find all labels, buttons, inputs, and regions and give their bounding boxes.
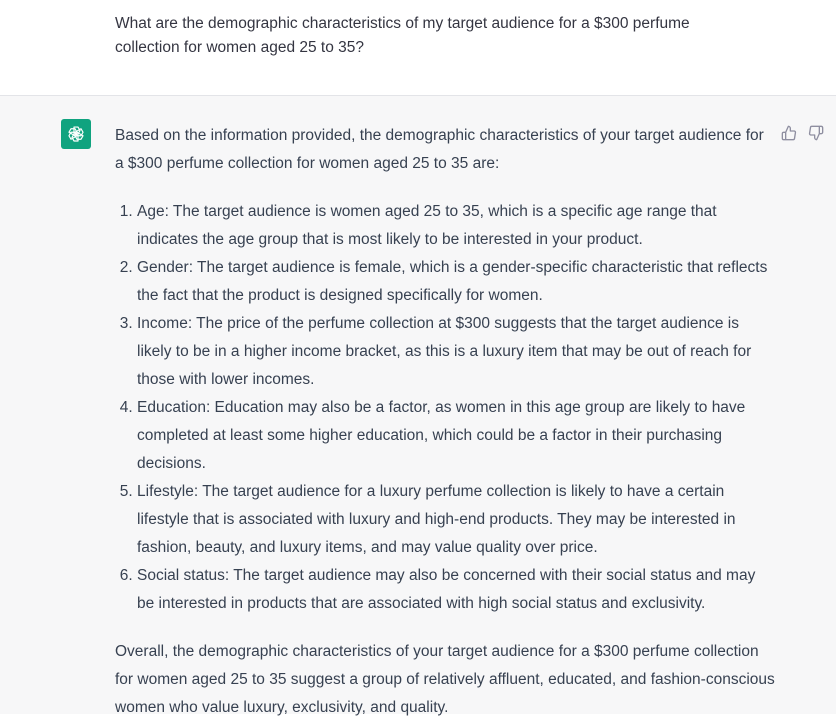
response-conclusion: Overall, the demographic characteristics of your target audience for a $300 perfume collection for women aged 25 to 35 suggest a group of relatively affluent, educated, and fashion-conscious women who value luxury, exclusivity, and quality.: [115, 643, 775, 716]
list-item: 1. Age: The target audience is women aged 25 to 35, which is a specific age range that indicates the age group that is most likely to be interested in your product.: [137, 198, 775, 254]
list-item: 5. Lifestyle: The target audience for a luxury perfume collection is likely to have a certain lifestyle that is associated with luxury and high-end products. They may be interested in fashion, beauty, and luxury items, and may value quality over price.: [137, 478, 775, 562]
list-item: 4. Education: Education may also be a factor, as women in this age group are likely to have completed at least some higher education, which could be a factor in their purchasing decisions.: [137, 394, 775, 478]
thumbs-up-icon: [781, 125, 797, 141]
list-item: 2. Gender: The target audience is female, which is a gender-specific characteristic that reflects the fact that the product is designed specifically for women.: [137, 254, 775, 310]
assistant-response: [115, 122, 775, 722]
characteristics-list: [115, 198, 775, 618]
openai-logo-icon: [61, 119, 91, 149]
user-message: [0, 0, 836, 96]
thumbs-down-icon: [808, 125, 824, 141]
list-item: 3. Income: The price of the perfume collection at $300 suggests that the target audience is likely to be in a higher income bracket, as this is a luxury item that may be out of reach for those with lower incomes.: [137, 310, 775, 394]
response-intro: Based on the information provided, the demographic characteristics of your target audience for a $300 perfume collection for women aged 25 to 35 are:: [115, 127, 764, 172]
assistant-message: [0, 96, 836, 714]
thumbs-down-button[interactable]: [806, 123, 826, 143]
thumbs-up-button[interactable]: [779, 123, 799, 143]
user-message-text: What are the demographic characteristics of my target audience for a $300 perfume collection for women aged 25 to 35?: [115, 15, 690, 56]
list-item: 6. Social status: The target audience may also be concerned with their social status and may be interested in products that are associated with high social status and exclusivity.: [137, 562, 775, 618]
